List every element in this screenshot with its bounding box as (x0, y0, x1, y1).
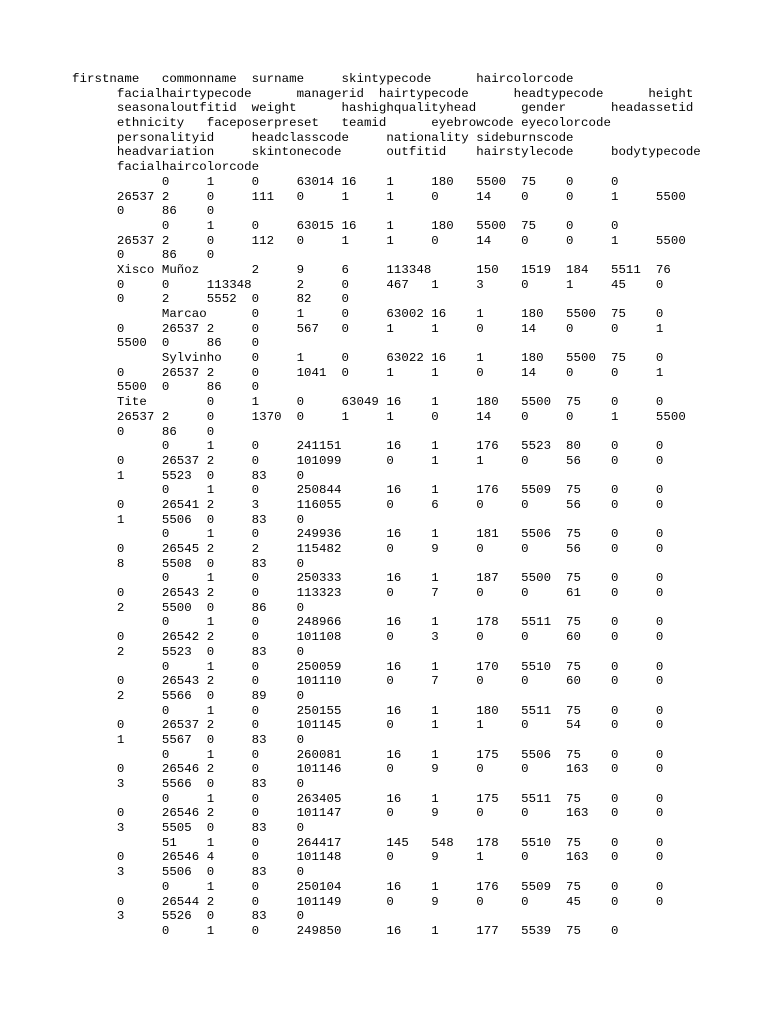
data-line: 0 1 0 250155 16 1 180 5511 75 0 0 (72, 703, 664, 718)
data-line: 0 1 0 263405 16 1 175 5511 75 0 0 (72, 791, 664, 806)
data-line: 0 26537 2 0 101145 0 1 1 0 54 0 0 (72, 718, 664, 733)
data-line: 5500 0 86 0 (72, 336, 260, 351)
data-line: 0 26543 2 0 101110 0 7 0 0 60 0 0 (72, 674, 664, 689)
data-line: 0 26545 2 2 115482 0 9 0 0 56 0 0 (72, 542, 664, 556)
data-line: 0 86 0 (72, 204, 215, 219)
data-line: 3 5505 0 83 0 (72, 821, 305, 836)
data-line: 3 5526 0 83 0 (72, 909, 305, 924)
data-line: 1 5523 0 83 0 (72, 468, 305, 483)
data-line: 0 1 0 250844 16 1 176 5509 75 0 0 (72, 483, 664, 498)
document-text (72, 72, 712, 939)
data-line: 26537 2 0 1370 0 1 1 0 14 0 0 1 5500 (72, 409, 686, 424)
data-line: 0 26546 2 0 101147 0 9 0 0 163 0 0 (72, 806, 664, 821)
data-line: 51 1 0 264417 145 548 178 5510 75 0 0 (72, 835, 664, 850)
data-line: 0 2 5552 0 82 0 (72, 292, 349, 307)
header-line: ethnicity faceposerpreset teamid eyebrowcode eyecolorcode (72, 116, 611, 131)
data-line: 0 26546 4 0 101148 0 9 1 0 163 0 0 (72, 850, 664, 865)
header-line: seasonaloutfitid weight hashighqualityhead gender headassetid (72, 101, 694, 116)
data-line: 0 26541 2 3 116055 0 6 0 0 56 0 0 (72, 497, 664, 512)
header-line: facialhaircolorcode (72, 160, 260, 175)
data-line: 0 1 0 260081 16 1 175 5506 75 0 0 (72, 747, 664, 762)
header-line: facialhairtypecode managerid hairtypecode headtypecode height (72, 86, 694, 101)
data-line: 0 1 0 248966 16 1 178 5511 75 0 0 (72, 615, 664, 630)
data-line: 0 86 0 (72, 424, 215, 439)
data-line: 0 1 0 250104 16 1 176 5509 75 0 0 (72, 879, 664, 894)
data-line: Sylvinho 0 1 0 63022 16 1 180 5500 75 0 (72, 351, 664, 366)
data-line: 2 5500 0 86 0 (72, 600, 305, 615)
data-line: Marcao 0 1 0 63002 16 1 180 5500 75 0 (72, 307, 664, 321)
data-line: 0 26543 2 0 113323 0 7 0 0 61 0 0 (72, 586, 664, 601)
data-line: 26537 2 0 111 0 1 1 0 14 0 0 1 5500 (72, 189, 686, 204)
data-line: 5500 0 86 0 (72, 380, 260, 395)
data-line: 0 26542 2 0 101108 0 3 0 0 60 0 0 (72, 630, 664, 645)
data-line: 1 5567 0 83 0 (72, 732, 305, 747)
data-line: 0 1 0 241151 16 1 176 5523 80 0 0 (72, 439, 664, 454)
data-line: Xisco Muñoz 2 9 6 113348 150 1519 184 5511 76 (72, 262, 671, 277)
data-line: 0 1 0 63014 16 1 180 5500 75 0 0 (72, 174, 619, 189)
data-line: 26537 2 0 112 0 1 1 0 14 0 0 1 5500 (72, 233, 686, 248)
data-line: Tite 0 1 0 63049 16 1 180 5500 75 0 0 (72, 395, 664, 410)
data-line: 1 5506 0 83 0 (72, 512, 305, 527)
data-line: 0 1 0 250059 16 1 170 5510 75 0 0 (72, 659, 664, 674)
data-line: 0 1 0 249850 16 1 177 5539 75 0 (72, 923, 619, 938)
header-line: personalityid headclasscode nationality sideburnscode (72, 130, 574, 145)
data-line: 0 0 113348 2 0 467 1 3 0 1 45 0 (72, 277, 664, 292)
data-line: 0 1 0 63015 16 1 180 5500 75 0 0 (72, 218, 619, 233)
data-line: 0 86 0 (72, 248, 215, 263)
header-line: headvariation skintonecode outfitid hairstylecode bodytypecode (72, 145, 701, 160)
data-line: 2 5523 0 83 0 (72, 644, 305, 659)
data-line: 0 26544 2 0 101149 0 9 0 0 45 0 0 (72, 894, 664, 909)
data-line: 2 5566 0 89 0 (72, 688, 305, 703)
data-line: 3 5506 0 83 0 (72, 865, 305, 880)
data-line: 0 26537 2 0 1041 0 1 1 0 14 0 0 1 (72, 365, 664, 380)
header-line: firstname commonname surname skintypecode haircolorcode (72, 72, 574, 86)
data-line: 0 1 0 250333 16 1 187 5500 75 0 0 (72, 571, 664, 586)
data-line: 0 26537 2 0 101099 0 1 1 0 56 0 0 (72, 453, 664, 468)
data-line: 0 26546 2 0 101146 0 9 0 0 163 0 0 (72, 762, 664, 777)
data-line: 8 5508 0 83 0 (72, 556, 305, 571)
data-line: 3 5566 0 83 0 (72, 777, 305, 791)
data-line: 0 26537 2 0 567 0 1 1 0 14 0 0 1 (72, 321, 664, 336)
data-line: 0 1 0 249936 16 1 181 5506 75 0 0 (72, 527, 664, 542)
